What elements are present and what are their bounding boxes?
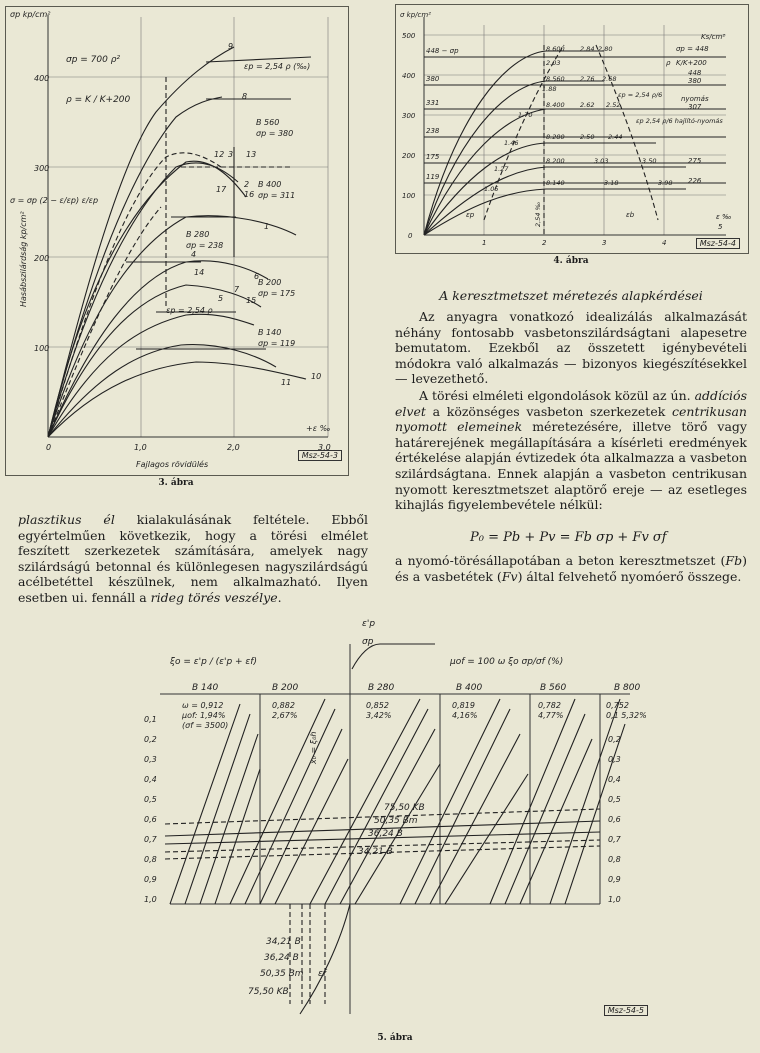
fig5-b200-mu: 2,67%: [272, 711, 298, 720]
fig4-pt-262: 2.62: [580, 101, 595, 109]
fig4-pt-8400: 8.400: [546, 101, 565, 109]
fig4-pt-8560: 8.560: [546, 75, 565, 83]
fig5-b140-sigma: (σf = 3500): [182, 721, 229, 730]
fig5-scale-r-8: 0,9: [608, 875, 621, 884]
figure-4-ytick-400: 400: [402, 72, 416, 80]
figure-4-ytick-100: 100: [402, 192, 416, 200]
figure-3-ytick-200: 200: [34, 254, 50, 263]
fig5-b400-omega: 0,819: [452, 701, 475, 710]
figure-3-y-label: Hasábszilárdság kp/cm²: [19, 211, 28, 307]
figure-4-left-238: 238: [426, 127, 440, 135]
figure-4-right-nyomas: nyomás: [681, 95, 709, 103]
fig3-curve-5: 5: [218, 294, 224, 303]
figure-5-ref: Msz-54-5: [604, 1005, 648, 1016]
fig5-b140-omega: ω = 0,912: [182, 701, 224, 710]
fig3-curve-11: 11: [281, 378, 292, 387]
fig5-bottom-34: 34,21 B: [266, 937, 301, 947]
fig4-bend-label: εp 2,54 ρ/6 hajlító-nyomás: [636, 117, 723, 125]
fig4-pt-8280: 8.280: [546, 133, 565, 141]
figure-5-plot: [130, 614, 660, 1026]
figure-3-xtick-3: 3,0: [318, 443, 331, 452]
fig4-pt-8140: 8.140: [546, 179, 565, 187]
paragraph-2: A törési elméleti elgondolások közül az ún. addíciós elvet a közönséges vasbeton szerkezetek centrikusan nyomott elemeinek méretezésére, illetve törő vagy határerejének megállapítására a kísérleti eredmények értékelése alapján évtizedek óta alkalmazza a vasbeton szilárdságtana. Ennek alapján a vasbeton centrikusan nyomott keresztmetszet alaptörő ereje — az esetleges kihajlás figyelembevétele nélkül:: [395, 388, 747, 513]
fig5-b800-omega: 0,752: [606, 701, 629, 710]
fig5-b560: B 560: [540, 683, 567, 693]
figure-3-ytick-300: 300: [34, 164, 50, 173]
fig5-b560-omega: 0,782: [538, 701, 561, 710]
figure-4-right-448: 448: [688, 69, 702, 77]
fig3-curve-1: 1: [264, 222, 270, 231]
figure-3-xtick-1: 1,0: [134, 443, 147, 452]
fig3-curve-4: 4: [191, 250, 197, 259]
fig4-pt-398: 3.98: [658, 179, 673, 187]
fig5-scale-r-1: 0,2: [608, 735, 621, 744]
fig4-pt-8600: 8.600: [546, 45, 565, 53]
fig5-scale-l-6: 0,7: [144, 835, 157, 844]
fig5-b280: B 280: [368, 683, 395, 693]
fig3-b200: B 200: [258, 278, 282, 287]
figure-4-right-rho: ρ: [666, 59, 671, 67]
fig3-eps-line: εp = 2,54 ρ (‰): [244, 62, 311, 71]
fig3-curve-9: 9: [228, 42, 234, 51]
fig3-curve-2: 2: [244, 180, 250, 189]
figure-3-y-unit: σp kp/cm²: [10, 10, 51, 19]
figure-4-left-448: 448 − σp: [426, 47, 459, 55]
figure-4-ref: Msz-54-4: [696, 238, 740, 249]
fig4-pt-146: 1.46: [504, 139, 519, 147]
figure-3-x-unit: +ε ‰: [306, 424, 331, 433]
figure-4-ytick-200: 200: [402, 152, 416, 160]
fig3-b560-sigma: σp = 380: [256, 129, 294, 138]
fig5-eps-p: ε'p: [362, 619, 376, 629]
figure-3-x-label: Fajlagos rövidülés: [136, 460, 209, 469]
figure-4-xtick-4: 4: [662, 239, 667, 247]
fig5-sigma-p: σp: [362, 637, 374, 647]
figure-4-xtick-2: 2: [542, 239, 547, 247]
fig4-pt-318: 3.18: [604, 179, 619, 187]
fig4-eps-formula: εp = 2,54 ρ/6: [618, 91, 663, 99]
figure-5-caption: 5. ábra: [377, 1033, 413, 1043]
figure-3-xtick-2: 2,0: [227, 443, 240, 452]
fig5-b280-mu: 3,42%: [366, 711, 392, 720]
fig5-scale-r-9: 1,0: [608, 895, 621, 904]
fig5-steel-34: 34,21 B: [358, 847, 393, 857]
figure-4-xtick-3: 3: [602, 239, 607, 247]
fig5-steel-50: 50,35 Bm: [374, 816, 418, 826]
fig3-curve-7: 7: [234, 285, 240, 294]
fig5-b200-omega: 0,882: [272, 701, 295, 710]
figure-4-right-unit: Ks/cm²: [701, 33, 726, 41]
figure-4-left-119: 119: [426, 173, 440, 181]
fig5-scale-l-7: 0,8: [144, 855, 157, 864]
figure-4-curves: [424, 45, 726, 235]
figure-4-x-unit: ε ‰: [716, 213, 732, 221]
fig5-scale-l-1: 0,2: [144, 735, 157, 744]
fig3-curve-10: 10: [311, 372, 322, 381]
fig5-b800-mu: 0,1 5,32%: [606, 711, 647, 720]
paragraph-left: plasztikus él kialakulásának feltétele. Ebből egyértelműen következik, hogy a törési elmélet feszített szerkezetek számítására, amelyek nagy szilárdságú betonnal és különlegesen nagyszilárdságú acélbetéttel készülnek, nem alkalmazható. Ilyen esetben ui. fennáll a rideg törés veszélye.: [18, 512, 368, 605]
fig4-pt-250: 2.50: [580, 133, 595, 141]
fig4-pt-105: 1.05: [484, 185, 499, 193]
figure-4-ytick-0: 0: [408, 232, 413, 240]
fig5-eps-f: εf: [318, 969, 327, 979]
fig3-curve-15: 15: [246, 296, 257, 305]
fig3-b280: B 280: [186, 230, 210, 239]
figure-4-left-331: 331: [426, 99, 440, 107]
fig5-xi-label: x₀ = ξ₀h: [309, 731, 318, 764]
figure-4-ytick-300: 300: [402, 112, 416, 120]
fig3-curve-8: 8: [242, 92, 248, 101]
fig5-scale-r-3: 0,4: [608, 775, 621, 784]
fig3-b280-sigma: σp = 238: [186, 241, 224, 250]
figure-4-right-380: 380: [688, 77, 702, 85]
fig4-eps-p: εp: [466, 211, 475, 219]
figure-4-y-unit: σ kp/cm²: [400, 11, 431, 19]
fig3-sigma-formula: σp = 700 ρ²: [66, 55, 121, 65]
paragraph-1: Az anyagra vonatkozó idealizálás alkalmazását néhány fontosabb vasbetonszilárdságtani alapesetre bemutatom. Ezekből az összetett igénybevételi módokra való alkalmazás — bizonyos kiegészítésekkel — levezethető.: [395, 309, 747, 387]
fig4-pt-252: 2.52: [606, 101, 621, 109]
figure-5-scale-right: [608, 735, 622, 904]
fig3-curve-17: 17: [216, 185, 227, 194]
fig3-b400: B 400: [258, 180, 282, 189]
fig5-scale-l-9: 1,0: [144, 895, 157, 904]
fig4-pt-127: 1.27: [494, 165, 509, 173]
fig3-b200-sigma: σp = 175: [258, 289, 296, 298]
fig3-parabola: σ = σp (2 − ε/εp) ε/εp: [10, 196, 99, 205]
figure-4-plot: [396, 5, 748, 253]
fig5-b140-mu: μof: 1,94%: [182, 711, 226, 720]
fig3-curve-12: 12: [214, 150, 225, 159]
fig5-b200: B 200: [272, 683, 299, 693]
fig5-b140: B 140: [192, 683, 219, 693]
fig5-scale-l-2: 0,3: [144, 755, 157, 764]
figure-3-ref: Msz-54-3: [298, 450, 342, 461]
figure-4-right-sigma: σp = 448: [676, 45, 709, 53]
fig5-b400: B 400: [456, 683, 483, 693]
fig5-bottom-75: 75,50 KB: [248, 987, 289, 997]
figure-4-right-307: 307: [688, 103, 702, 111]
fig5-scale-r-7: 0,8: [608, 855, 621, 864]
figure-4-xtick-5: 5: [718, 223, 723, 231]
figure-5-scale-left: [144, 715, 158, 904]
figure-4-right-k: K/K+200: [676, 59, 707, 67]
fig4-pt-284: 2.84: [580, 45, 595, 53]
fig3-curve-16: 16: [244, 190, 255, 199]
fig4-pt-276: 2.76: [580, 75, 595, 83]
fig5-scale-l-8: 0,9: [144, 875, 157, 884]
fig4-pt-268: 2.68: [602, 75, 617, 83]
figure-4-caption: 4. ábra: [553, 256, 589, 266]
fig3-b140-sigma: σp = 119: [258, 339, 296, 348]
fig4-pt-188: 1.88: [542, 85, 557, 93]
section-heading: A keresztmetszet méretezés alapkérdései: [439, 288, 703, 303]
figure-4: [395, 4, 749, 254]
fig3-curve-3: 3: [228, 150, 234, 159]
fig5-b560-mu: 4,77%: [538, 711, 564, 720]
figure-3-plot: [6, 7, 348, 475]
fig4-pt-280: 2.80: [598, 45, 613, 53]
fig5-scale-l-3: 0,4: [144, 775, 157, 784]
figure-4-right-226: 226: [688, 177, 702, 185]
fig3-curve-14: 14: [194, 268, 205, 277]
fig4-pt-203: 2.03: [546, 59, 561, 67]
figure-3: [5, 6, 349, 476]
fig5-scale-r-5: 0,6: [608, 815, 621, 824]
fig5-scale-l-4: 0,5: [144, 795, 157, 804]
fig4-pt-303: 3.03: [594, 157, 609, 165]
fig3-b400-sigma: σp = 311: [258, 191, 296, 200]
fig4-pt-170: 1.70: [518, 111, 533, 119]
fig3-b140: B 140: [258, 328, 282, 337]
fig5-bottom-50: 50,35 Bm: [260, 969, 304, 979]
fig4-eps-vertical: 2,54 ‰: [534, 201, 542, 227]
fig4-eps-b: εb: [626, 211, 635, 219]
fig5-scale-r-2: 0,3: [608, 755, 621, 764]
figure-3-curves: [48, 47, 311, 437]
fig3-eps-small: εp = 2,54 ρ: [166, 306, 213, 315]
figure-5: [130, 614, 660, 1026]
figure-4-right-275: 275: [688, 157, 702, 165]
fig3-curve-6: 6: [254, 272, 260, 281]
fig5-formula-right: μof = 100 ω ξo σp/σf (%): [450, 657, 564, 667]
figure-3-caption: 3. ábra: [158, 478, 194, 488]
fig5-scale-l-5: 0,6: [144, 815, 157, 824]
formula-p0: P₀ = Pb + Pv = Fb σp + Fv σf: [470, 530, 667, 545]
fig5-scale-l-0: 0,1: [144, 715, 157, 724]
figure-4-left-380: 380: [426, 75, 440, 83]
figure-4-ytick-500: 500: [402, 32, 416, 40]
fig5-scale-r-4: 0,5: [608, 795, 621, 804]
fig5-b800: B 800: [614, 683, 641, 693]
fig4-pt-350: 3.50: [642, 157, 657, 165]
fig5-steel-75: 75,50 KB: [384, 803, 425, 813]
fig3-rho-formula: ρ = K / K+200: [66, 95, 131, 105]
fig3-b560: B 560: [256, 118, 280, 127]
fig5-steel-36: 36,24 B: [368, 829, 403, 839]
paragraph-3: a nyomó-törésállapotában a beton keresztmetszet (Fb) és a vasbetétek (Fv) által felvehető nyomóerő összege.: [395, 553, 747, 584]
fig5-b400-mu: 4,16%: [452, 711, 478, 720]
fig5-formula-left: ξo = ε'p / (ε'p + εf): [170, 657, 257, 667]
fig5-scale-r-6: 0,7: [608, 835, 621, 844]
figure-4-left-175: 175: [426, 153, 440, 161]
fig4-pt-8200: 8.200: [546, 157, 565, 165]
fig3-curve-13: 13: [246, 150, 257, 159]
figure-3-ytick-100: 100: [34, 344, 50, 353]
figure-3-xtick-0: 0: [46, 443, 52, 452]
fig4-pt-244: 2.44: [608, 133, 623, 141]
fig5-bottom-36: 36,24 B: [264, 953, 299, 963]
figure-3-ytick-400: 400: [34, 74, 50, 83]
figure-4-xtick-1: 1: [482, 239, 487, 247]
fig5-b280-omega: 0,852: [366, 701, 389, 710]
